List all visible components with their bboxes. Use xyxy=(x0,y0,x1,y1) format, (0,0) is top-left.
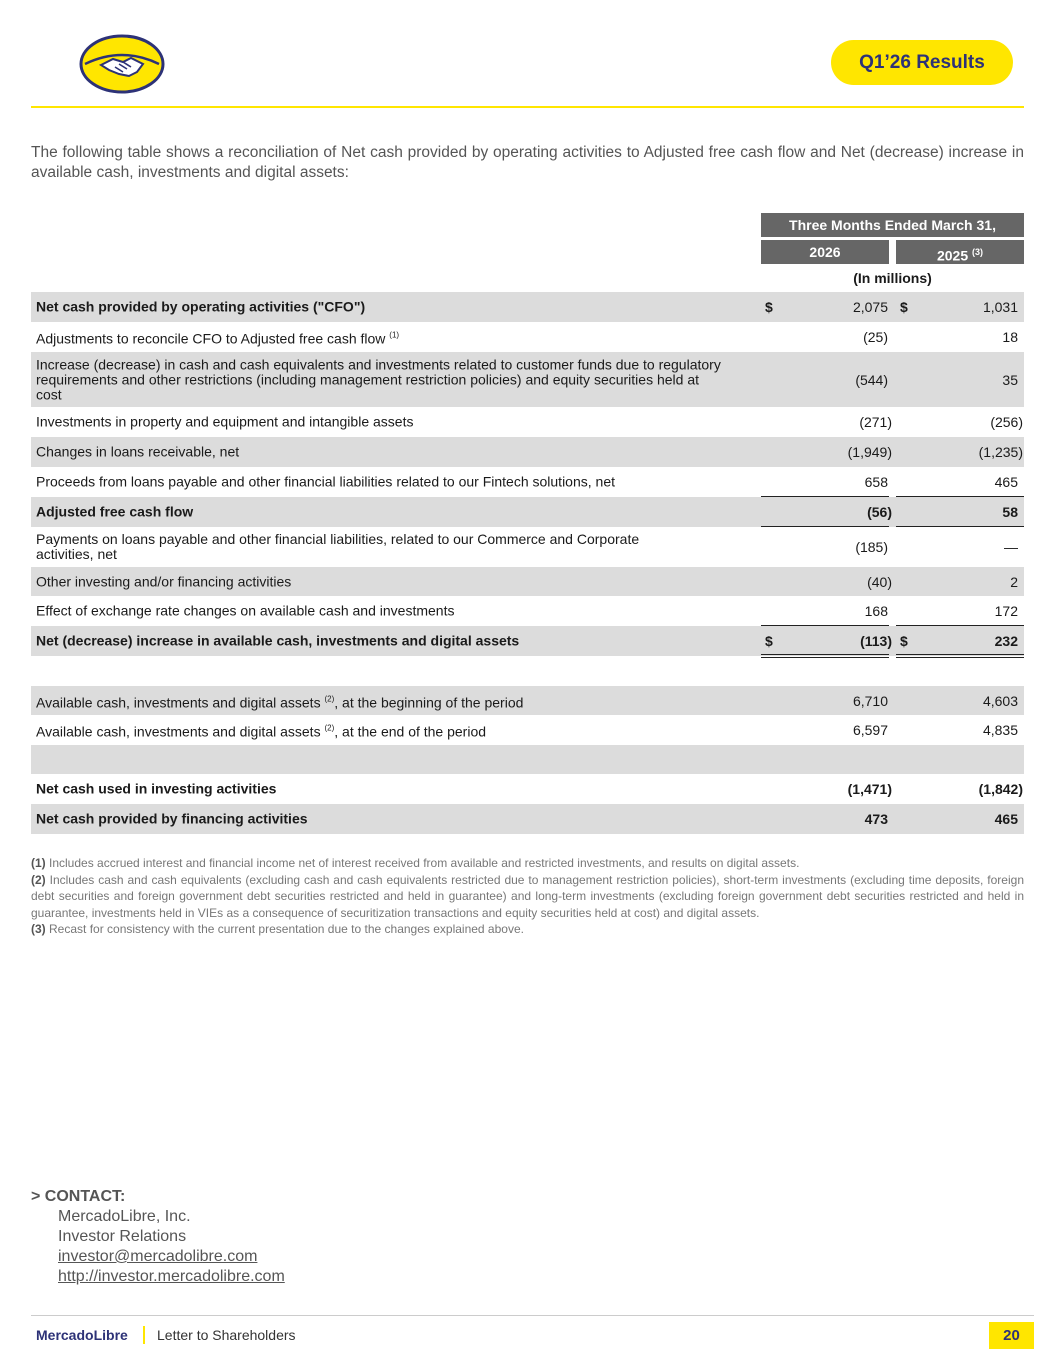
table-row: Available cash, investments and digital assets $^{(2)}$, at the end of the period 6,597 4,835 xyxy=(36,722,1018,740)
table-row: Other investing and/or financing activities (40) 2 xyxy=(31,567,1024,596)
footnote-2: (2) Includes cash and cash equivalents (excluding cash and cash equivalents restricted due to management restriction policies), short-term investments (excluding time deposits, foreign debt securities and foreign government debt securities restricted and held in guarantee) and long-term investments (excluding foreign government debt securities restricted and held in guarantee, investments held in VIEs as a consequence of securitization transactions and equity securities held at cost) and digital assets. xyxy=(31,872,1024,920)
units-label: (In millions) xyxy=(853,270,932,286)
footnote-1: (1) Includes accrued interest and financial income net of interest received from available and restricted investments, and results on digital assets. xyxy=(31,856,800,870)
double-total-rule xyxy=(761,654,889,655)
table-row: Net cash provided by financing activities 473 465 xyxy=(31,804,1024,834)
contact-title: > CONTACT: xyxy=(31,1188,126,1205)
table-row: Net cash provided by operating activities ("CFO") $ 2,075 $ 1,031 xyxy=(31,292,1024,322)
table-row: Changes in loans receivable, net (1,949) (1,235) xyxy=(31,437,1024,467)
table-row: Adjustments to reconcile CFO to Adjusted free cash flow $^{(1)}$ (25) 18 xyxy=(36,329,1018,347)
header-divider xyxy=(31,106,1024,108)
table-row: Payments on loans payable and other financial liabilities, related to our Commerce and Corporate activities, net (185) — xyxy=(36,531,1018,562)
contact-company: MercadoLibre, Inc. xyxy=(58,1208,191,1225)
table-row: Net (decrease) increase in available cash, investments and digital assets $ (113) $ 232 xyxy=(31,626,1024,656)
table-row: Proceeds from loans payable and other financial liabilities related to our Fintech solutions, net 658 465 xyxy=(36,473,1018,490)
footnote-3: (3) Recast for consistency with the current presentation due to the changes explained above. xyxy=(31,922,524,936)
table-row: Investments in property and equipment and intangible assets (271) (256) xyxy=(36,413,1023,430)
contact-website-link[interactable]: http://investor.mercadolibre.com xyxy=(58,1268,285,1285)
year-2025-header: 2025 $^{(3)}$ xyxy=(896,240,1024,264)
footer-separator xyxy=(143,1326,145,1344)
table-spacer-row xyxy=(31,745,1024,774)
double-total-rule xyxy=(761,657,889,658)
page-number: 20 xyxy=(989,1322,1034,1349)
table-row: Adjusted free cash flow (56) 58 xyxy=(31,497,1024,527)
handshake-logo-icon xyxy=(79,34,165,94)
contact-block xyxy=(31,1187,285,1287)
table-row: Effect of exchange rate changes on available cash and investments 168 172 xyxy=(36,602,1018,619)
contact-email-link[interactable]: investor@mercadolibre.com xyxy=(58,1248,258,1265)
year-2026-header: 2026 xyxy=(761,240,889,264)
double-total-rule xyxy=(896,657,1024,658)
period-header: Three Months Ended March 31, xyxy=(761,213,1024,237)
double-total-rule xyxy=(896,654,1024,655)
contact-dept: Investor Relations xyxy=(58,1228,187,1245)
table-row: Increase (decrease) in cash and cash equivalents and investments related to customer funds due to regulatory requirements and other restrictions (including management restriction policies) and equity securities held at cost (544) 35 xyxy=(31,352,1024,407)
footnotes xyxy=(31,855,1024,938)
table-row: Net cash used in investing activities (1,471) (1,842) xyxy=(36,780,1023,797)
table-row: Available cash, investments and digital assets $^{(2)}$, at the beginning of the period 6,710 4,603 xyxy=(31,686,1024,715)
footer-doc-title: Letter to Shareholders xyxy=(157,1327,296,1343)
footer-brand: MercadoLibre xyxy=(36,1327,128,1343)
results-badge: Q1’26 Results xyxy=(831,40,1013,85)
footer-divider xyxy=(31,1315,1034,1316)
intro-paragraph: The following table shows a reconciliation of Net cash provided by operating activities to Adjusted free cash flow and Net (decrease) increase in available cash, investments and digital assets: xyxy=(31,144,1024,181)
